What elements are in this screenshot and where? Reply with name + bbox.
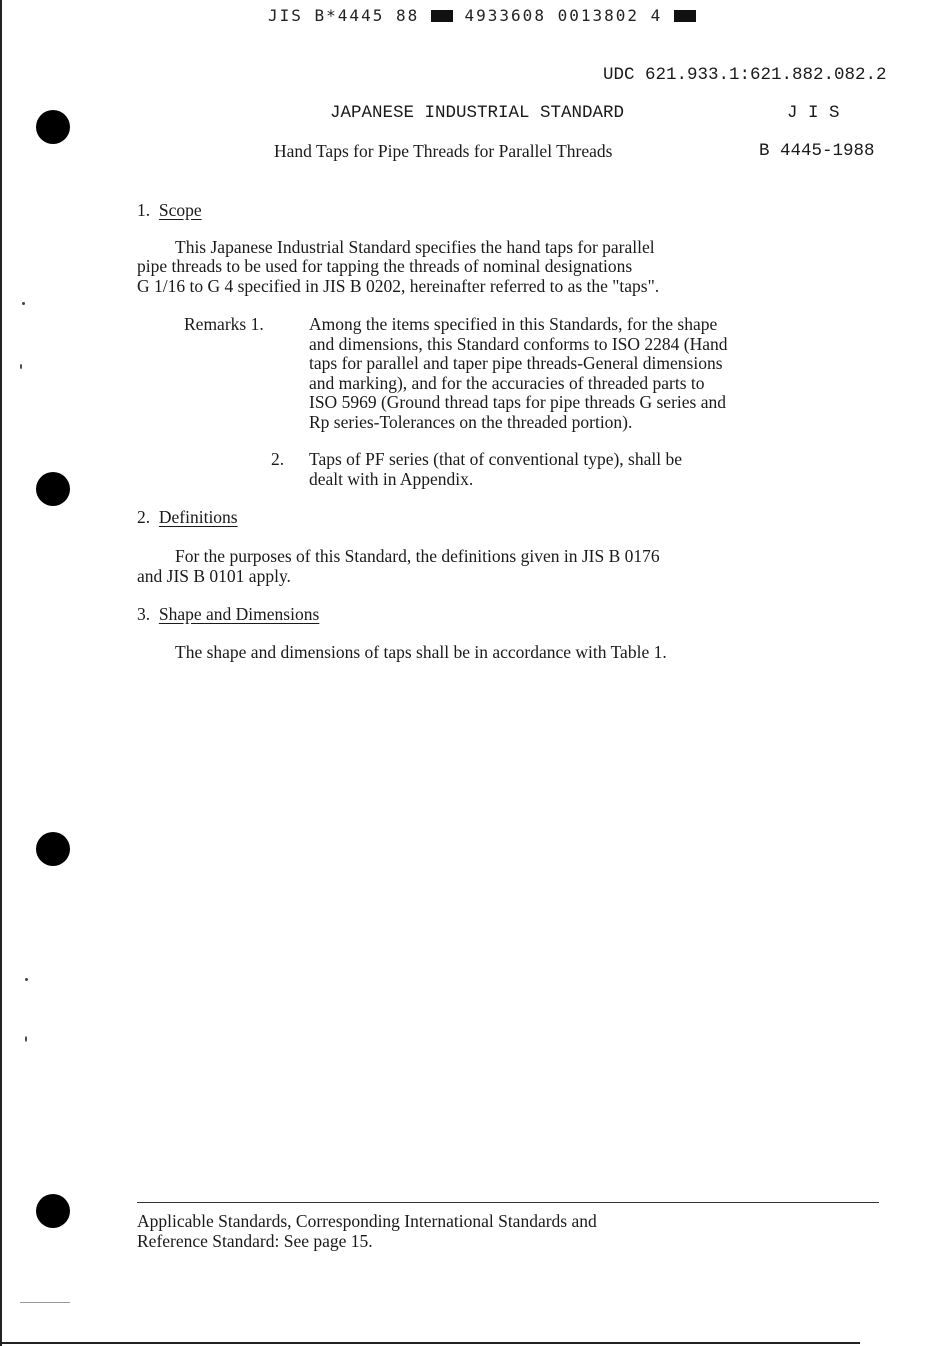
scope-paragraph-line: G 1/16 to G 4 specified in JIS B 0202, hereinafter referred to as the "taps".: [137, 276, 660, 296]
redaction-block: [431, 10, 453, 22]
punch-hole: [36, 472, 70, 506]
standard-number: B 4445-1988: [759, 141, 875, 161]
section-title: Definitions: [158, 507, 238, 527]
section-title: Shape and Dimensions: [158, 604, 320, 624]
remark-2-number: 2.: [271, 449, 285, 469]
scan-bottom-edge: [0, 1342, 860, 1344]
organization-title: JAPANESE INDUSTRIAL STANDARD: [330, 103, 625, 123]
section-heading-scope: [137, 201, 202, 221]
remark-2-text: Taps of PF series (that of conventional type), shall be dealt with in Appendix.: [309, 449, 682, 489]
scope-paragraph-line: This Japanese Industrial Standard specifies the hand taps for parallel: [175, 237, 655, 257]
scan-header-code: JIS B*4445 88: [268, 6, 420, 25]
section-heading-definitions: [137, 508, 238, 528]
punch-hole: [36, 832, 70, 866]
punch-hole: [36, 1194, 70, 1228]
section-number: 3.: [137, 604, 151, 624]
scan-speck: [20, 364, 22, 369]
scan-speck: [25, 978, 28, 981]
scan-header-number: 4933608 0013802 4: [464, 6, 663, 25]
document-title: Hand Taps for Pipe Threads for Parallel Threads: [274, 141, 613, 161]
section-heading-shape-dimensions: [137, 605, 319, 625]
punch-hole: [36, 110, 70, 144]
remark-1-text: Among the items specified in this Standards, for the shape and dimensions, this Standard conforms to ISO 2284 (Hand taps for parallel and taper pipe threads-General dimensions and marking), and for the accuracies of threaded parts to ISO 5969 (Ground thread taps for pipe threads G series and Rp series-Tolerances on the threaded portion).: [309, 314, 728, 432]
footer-rule: [137, 1202, 879, 1203]
scan-left-edge: [0, 0, 2, 1346]
scan-header: [268, 6, 696, 25]
shape-dimensions-paragraph-line: The shape and dimensions of taps shall be in accordance with Table 1.: [175, 642, 667, 662]
udc-code: UDC 621.933.1:621.882.082.2: [603, 65, 887, 85]
definitions-paragraph-line: For the purposes of this Standard, the definitions given in JIS B 0176: [175, 546, 660, 566]
scope-paragraph-line: pipe threads to be used for tapping the threads of nominal designations: [137, 256, 633, 276]
scan-speck: [20, 1302, 70, 1303]
jis-mark: J I S: [787, 103, 840, 123]
section-number: 2.: [137, 507, 151, 527]
scan-speck: [22, 302, 25, 305]
section-number: 1.: [137, 200, 151, 220]
footer-note: Applicable Standards, Corresponding International Standards and Reference Standard: See page 15.: [137, 1211, 597, 1251]
scan-speck: [25, 1036, 27, 1042]
section-title: Scope: [158, 200, 202, 220]
definitions-paragraph-line: and JIS B 0101 apply.: [137, 566, 291, 586]
remarks-label: Remarks 1.: [184, 314, 264, 334]
redaction-block: [674, 10, 696, 22]
